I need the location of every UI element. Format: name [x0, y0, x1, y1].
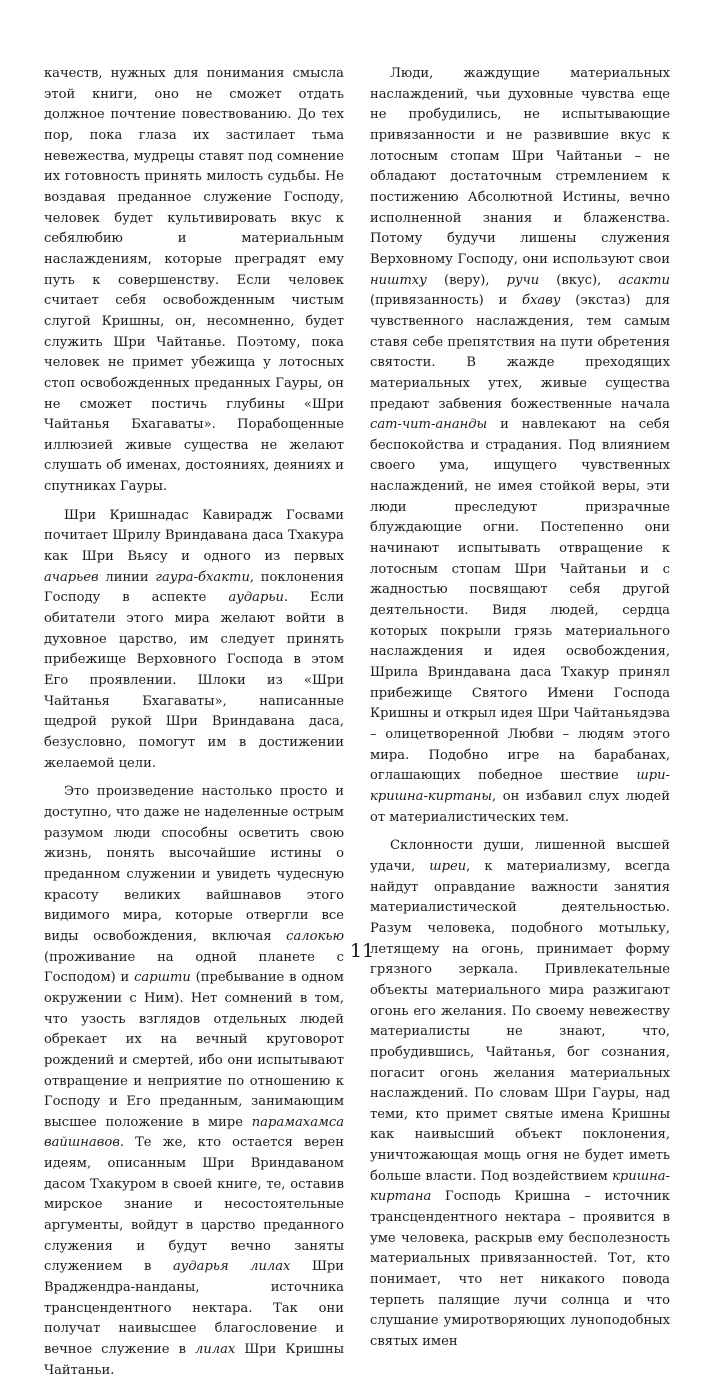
text-run: Склонности души, лишенной высшей удачи, — [370, 838, 670, 874]
page-number: 11 — [349, 940, 375, 962]
italic-term: ачарьев — [44, 569, 99, 585]
paragraph — [370, 836, 670, 1352]
italic-term: аударьи — [228, 590, 284, 606]
text-run: качеств, нужных для понимания смысла этой книги, оно не сможет отдать должное почтение повествованию. До тех пор, пока глаза их застилает тьма невежества, мудрецы ставят под сомнение их готовность принять милость судьбы. Не воздавая преданное служение Господу, человек будет культивировать вкус к себялюбию и материальным наслаждениям, которые преградят ему путь к совершенству. Если человек считает себя освобожденным чистым слугой Кришны, он, несомненно, будет служить Шри Чайтанье. Поэтому, пока человек не примет убежища у лотосных стоп освобожденных преданных Гауры, он не сможет постичь глубины «Шри Чайтанья Бхагаваты». Порабощенные иллюзией живые существа не желают слушать об именах, достояниях, деяниях и спутниках Гауры. — [44, 66, 344, 495]
text-run: Шри Враджендра-нанданы, источника трансцендентного нектара. Так они получат наивысшее благословение и вечное служение в — [44, 1259, 344, 1358]
right-column — [370, 64, 670, 1353]
text-run: Это произведение настолько просто и доступно, что даже не наделенные острым разумом люди способны осветить свою жизнь, понять высочайшие истины о преданном служении и увидеть чудесную красоту великих вайшнавов этого видимого мира, которые отвергли все виды освобождения, включая — [44, 784, 344, 944]
paragraph — [44, 782, 344, 1381]
text-run: (экстаз) для чувственного наслаждения, тем самым ставя себе препятствия на пути обретения святости. В жажде преходящих материальных утех, живые существа предают забвения божественные начала — [370, 293, 670, 412]
text-run: (проживание на одной планете с Господом) и — [44, 949, 344, 986]
text-run: Шри Кришнадас Кавирадж Госвами почитает Шрилу Вриндавана даса Тхакура как Шри Вьясу и одного из первых — [44, 507, 344, 565]
italic-term: гаура-бхакти — [155, 569, 250, 585]
italic-term: шреи — [429, 858, 467, 874]
italic-term: аударья лилах — [172, 1259, 291, 1275]
paragraph — [44, 64, 344, 498]
italic-term: шри-кришна-киртаны — [370, 768, 670, 804]
text-run: Господь Кришна – источник трансцендентного нектара – проявится в уме человека, раскрыв ему бесполезность материальных привязанностей. Тот, кто понимает, что нет никакого повода терпеть палящие лучи солнца и что слушание умиротворяющих луноподобных святых имен — [370, 1189, 670, 1350]
italic-term: парамахамса вайшнавов — [44, 1114, 344, 1151]
italic-term: салокью — [286, 928, 344, 944]
italic-term: бхаву — [522, 293, 561, 309]
italic-term: сат-чит-ананды — [370, 417, 488, 433]
text-run: . Если обитатели этого мира желают войти в духовное царство, им следует принять прибежище Верховного Господа в этом Его проявлении. Шлоки из «Шри Чайтанья Бхагаваты», написанные щедрой рукой Шри Вриндавана даса, безусловно, помогут им в достижении желаемой цели. — [44, 590, 344, 771]
text-run: (веру), — [426, 272, 507, 288]
paragraph — [370, 64, 670, 828]
paragraph — [44, 506, 344, 775]
text-run: (пребывание в одном окружении с Ним). Нет сомнений в том, что узость взглядов отдельных людей обрекает их на вечный круговорот рождений и смертей, ибо они испытывают отвращение и неприятие по отношению к Господу и Его преданным, занимающим высшее положение в мире — [44, 970, 344, 1130]
text-run: , к материализму, всегда найдут оправдание важности занятия материалистической деятельностью. Разум человека, подобного мотыльку, летящему на огонь, принимает форму грязного зеркала. Привлекательные объекты материального мира разжигают огонь его желания. По своему невежеству материалисты не знают, что, пробудившись, Чайтанья, бог сознания, погасит огонь желания материальных наслаждений. По словам Шри Гауры, над теми, кто примет святые имена Кришны как наивысший объект поклонения, уничтожающая мощь огня не будет иметь больше власти. Под воздействием — [370, 858, 671, 1184]
italic-term: ручи — [506, 272, 540, 288]
italic-term: лилах — [194, 1342, 236, 1358]
text-run: , поклонения Господу в аспекте — [44, 569, 344, 606]
text-run: (вкус), — [539, 272, 619, 288]
text-run: Люди, жаждущие материальных наслаждений, чьи духовные чувства еще не пробудились, не испытывающие привязанности и не развившие вкус к лотосным стопам Шри Чайтаньи – не обладают достаточным стремлением к постижению Абсолютной Истины, вечно исполненной знания и блаженства. Потому будучи лишены служения Верховному Господу, они используют свои — [370, 66, 670, 267]
italic-term: ништху — [370, 272, 427, 288]
italic-term: асакти — [618, 272, 670, 288]
left-column — [44, 64, 344, 1381]
italic-term: саршти — [134, 970, 191, 986]
text-run: (привязанность) и — [370, 293, 523, 309]
text-run: линии — [98, 569, 156, 585]
text-run: Шри Кришны Чайтаньи. — [44, 1342, 344, 1378]
italic-term: кришна-киртана — [370, 1168, 670, 1205]
text-run: . Те же, кто остается верен идеям, описанным Шри Вриндаваном дасом Тхакуром в своей книге, те, оставив мирское знание и несостоятельные аргументы, войдут в царство преданного служения и будут вечно заняты служением в — [44, 1135, 344, 1275]
text-run: и навлекают на себя беспокойства и страдания. Под влиянием своего ума, ищущего чувственных наслаждений, не имея стойкой веры, эти люди преследуют призрачные блуждающие огни. Постепенно они начинают испытывать отвращение к лотосным стопам Шри Чайтаньи и с жадностью посвящают себя другой деятельности. Видя людей, сердца которых покрыли грязь материального наслаждения и идея освобождения, Шрила Вриндавана даса Тхакур принял прибежище Святого Имени Господа Кришны и открыл идея Шри Чайтаньядэва – олицетворенной Любви – людям этого мира. Подобно игре на барабанах, оглашающих победное шествие — [370, 417, 670, 784]
text-run: , он избавил слух людей от материалистических тем. — [370, 788, 670, 825]
